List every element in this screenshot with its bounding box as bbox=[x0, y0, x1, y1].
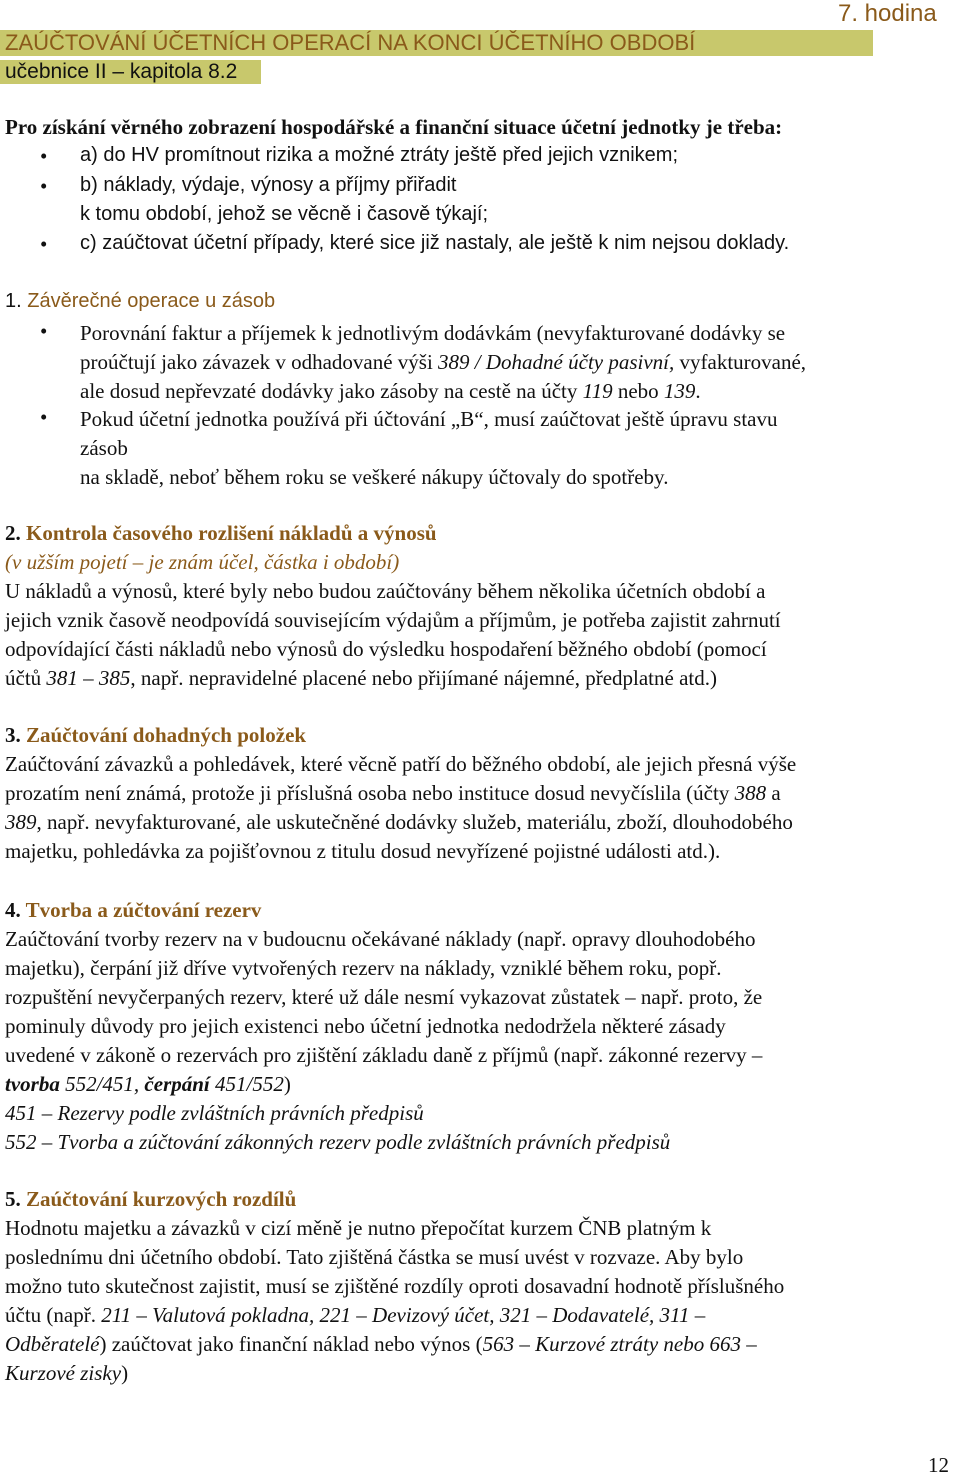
section-2: 2. Kontrola časového rozlišení nákladů a výnosů (v užším pojetí – je znám účel, částka i období) U nákladů a výnosů, které byly nebo budou zaúčtovány během několika účetních období a jejich vznik časově neodpovídá souvisejícím výdajům a příjmům, je potřeba zajistit zahrnutí odpovídající části nákladů nebo výnosů do výsledku hospodaření běžného období (pomocí účtů 381 – 385, např. nepravidelné placené nebo přijímané nájemné, předplatné atd.) bbox=[5, 521, 781, 690]
section-4: 4. Tvorba a zúčtování rezerv Zaúčtování tvorby rezerv na v budoucnu očekávané náklady (např. opravy dlouhodobého majetku), čerpání již dříve vytvořených rezerv na náklady, vzniklé během roku, popř. rozpuštění nevyčerpaných rezerv, které už dále nesmí vykazovat zůstatek – např. proto, že pominuly důvody pro jejich existenci nebo účetní jednotka nedodržela některé zásady uvedené v zákoně o rezervách pro zjištění základu daně z příjmů (např. zákonné rezervy – tvorba 552/451, čerpání 451/552) 451 – Rezervy podle zvláštních právních předpisů 552 – Tvorba a zúčtování zákonných rezerv podle zvláštních právních předpisů bbox=[5, 898, 763, 1154]
bullet: • bbox=[40, 144, 48, 168]
section-1-bullet-1: Porovnání faktur a příjemek k jednotlivým dodávkám (nevyfakturované dodávky se proúčtují jako závazek v odhadované výši 389 / Dohadné účty pasivní, vyfakturované, ale dosud nepřevzaté dodávky jako zásoby na cestě na účty 119 nebo 139. bbox=[80, 321, 807, 403]
section-1-heading: 1. Závěrečné operace u zásob bbox=[5, 290, 276, 312]
list-item: b) náklady, výdaje, výnosy a příjmy přiřadit bbox=[80, 174, 457, 196]
list-item: c) zaúčtovat účetní případy, které sice již nastaly, ale ještě k nim nejsou doklady. bbox=[80, 232, 790, 254]
section-3: 3. Zaúčtování dohadných položek Zaúčtování závazků a pohledávek, které věcně patří do běžného období, ale jejich přesná výše prozatím není známá, protože ji příslušná osoba nebo instituce dosud nevyčíslila (účty 388 a 389, např. nevyfakturované, ale uskutečněné dodávky služeb, materiálu, zboží, dlouhodobého majetku, pohledávka za pojišťovnou z titulu dosud nevyřízené pojistné události atd.). bbox=[5, 723, 797, 863]
page-subtitle: učebnice II – kapitola 8.2 bbox=[0, 60, 261, 84]
section-3-heading: 3. Zaúčtování dohadných položek bbox=[5, 723, 307, 747]
section-2-note: (v užším pojetí – je znám účel, částka i období) bbox=[5, 550, 400, 574]
section-2-heading: 2. Kontrola časového rozlišení nákladů a výnosů bbox=[5, 521, 437, 545]
bullet: • bbox=[40, 232, 48, 256]
intro-lead: Pro získání věrného zobrazení hospodářské a finanční situace účetní jednotky je třeba: bbox=[5, 115, 783, 139]
section-5: 5. Zaúčtování kurzových rozdílů Hodnotu majetku a závazků v cizí měně je nutno přepočítat kurzem ČNB platným k poslednímu dni účetního období. Tato zjištěná částka se musí uvést v rozvaze. Aby bylo možno tuto skutečnost zajistit, musí se zjištěné rozdíly oproti dosavadní hodnotě příslušného účtu (např. 211 – Valutová pokladna, 221 – Devizový účet, 321 – Dodavatelé, 311 – Odběratelé) zaúčtovat jako finanční náklad nebo výnos (563 – Kurzové ztráty nebo 663 – Kurzové zisky) bbox=[5, 1187, 785, 1385]
bullet: • bbox=[40, 319, 48, 343]
list-item: a) do HV promítnout rizika a možné ztráty ještě před jejich vznikem; bbox=[80, 144, 679, 166]
section-5-heading: 5. Zaúčtování kurzových rozdílů bbox=[5, 1187, 297, 1211]
list-item-continuation: k tomu období, jehož se věcně i časově týkají; bbox=[80, 203, 488, 225]
page-title: ZAÚČTOVÁNÍ ÚČETNÍCH OPERACÍ NA KONCI ÚČETNÍHO OBDOBÍ bbox=[0, 30, 873, 56]
bullet: • bbox=[40, 174, 48, 198]
section-4-heading: 4. Tvorba a zúčtování rezerv bbox=[5, 898, 262, 922]
hour-label: 7. hodina bbox=[838, 0, 937, 27]
page-number: 12 bbox=[928, 1453, 949, 1477]
section-1-bullet-2: Pokud účetní jednotka používá při účtování „B“, musí zaúčtovat ještě úpravu stavu zásob na skladě, neboť během roku se veškeré nákupy účtovaly do spotřeby. bbox=[80, 407, 778, 489]
bullet: • bbox=[40, 405, 48, 429]
